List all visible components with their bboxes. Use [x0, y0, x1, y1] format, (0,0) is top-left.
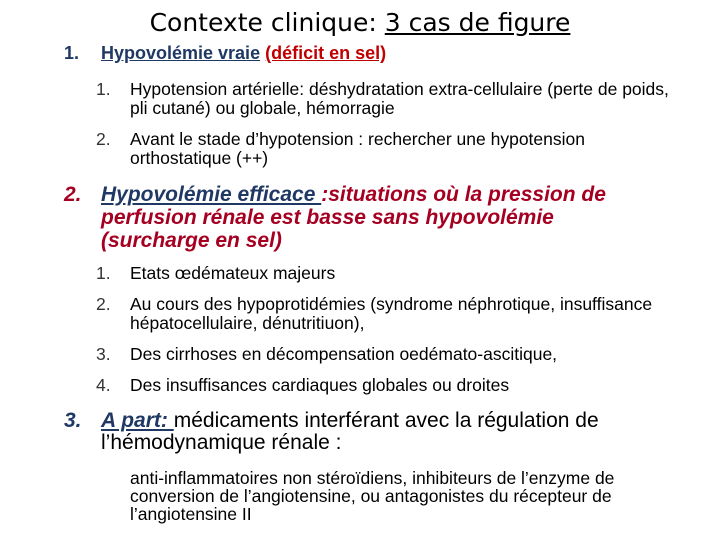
title-prefix: Contexte clinique:	[149, 8, 385, 37]
item-number: 1.	[96, 263, 111, 283]
section-1-title: Hypovolémie vraie	[101, 43, 261, 63]
item-text: Avant le stade d’hypotension : rechercher une hypotension orthostatique (++)	[130, 129, 585, 168]
item-number: 3.	[96, 344, 111, 364]
section-3-description: médicaments interférant avec la régulation de l’hémodynamique rénale :	[101, 409, 599, 454]
title-underlined: 3 cas de figure	[384, 8, 571, 37]
section-1-number: 1.	[64, 43, 80, 63]
section-3-detail: anti-inflammatoires non stéroïdiens, inhibiteurs de l’enzyme de conversion de l’angiotensine, ou antagonistes du récepteur de l’angiotensine II	[130, 468, 615, 524]
section-2-description: :situations où la pression de perfusion rénale est basse sans hypovolémie	[101, 183, 606, 229]
section-2-qualifier: (surcharge en sel)	[101, 229, 282, 252]
item-text: Etats œdémateux majeurs	[130, 263, 336, 283]
item-text: Au cours des hypoprotidémies (syndrome néphrotique, insuffisance hépatocellulaire, dénutritiuon),	[130, 294, 653, 333]
section-3-number: 3.	[64, 409, 82, 432]
item-text: Des insuffisances cardiaques globales ou droites	[130, 375, 510, 395]
item-text: Des cirrhoses en décompensation oedémato-ascitique,	[130, 344, 558, 364]
section-1-qualifier: (déficit en sel)	[265, 43, 387, 63]
section-2-title: Hypovolémie efficace	[101, 183, 322, 206]
section-2-number: 2.	[64, 183, 82, 206]
section-3-title: A part:	[101, 409, 174, 432]
item-text: Hypotension artérielle: déshydratation extra-cellulaire (perte de poids, pli cutané) ou globale, hémorragie	[130, 79, 669, 118]
item-number: 4.	[96, 375, 111, 395]
item-number: 1.	[96, 79, 111, 99]
slide-title	[0, 7, 720, 39]
item-number: 2.	[96, 294, 111, 314]
item-number: 2.	[96, 129, 111, 149]
